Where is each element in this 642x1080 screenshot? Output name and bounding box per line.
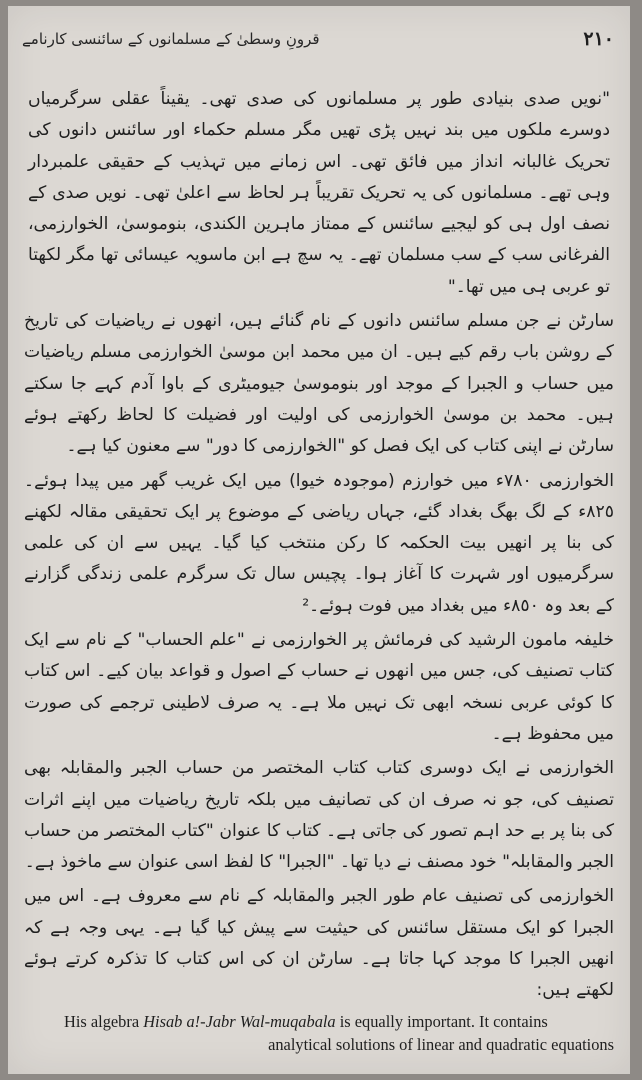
page-header <box>22 28 614 62</box>
running-title: قرونِ وسطیٰ کے مسلمانوں کے سائنسی کارنامے <box>22 30 320 48</box>
english-quote <box>24 1010 614 1056</box>
page-number: ٢١٠ <box>583 28 614 50</box>
english-quote-book-title: Hisab a!-Jabr Wal-muqabala <box>143 1011 336 1031</box>
sarton-quote-paragraph: "نویں صدی بنیادی طور پر مسلمانوں کی صدی تھی۔ یقیناً عقلی سرگرمیاں دوسرے ملکوں میں بند نہیں پڑی تھیں مگر مسلم حکماء اور سائنس دانوں کی تحریک غالبانہ انداز میں فائق تھی۔ اس زمانے میں تہذیب کے حقیقی علمبردار وہی تھے۔ مسلمانوں کی یہ تحریک تقریباً ہر لحاظ سے اعلیٰ تھی۔ نویں صدی کے نصف اول ہی کو لیجیے سائنس کے ممتاز ماہرین الکندی، بنوموسیٰ، الخوارزمی، الفرغانی سب کے سب مسلمان تھے۔ یہ سچ ہے ابن ماسویہ عیسائی تھا مگر لکھتا تو عربی ہی میں تھا۔" <box>28 89 610 297</box>
book-page <box>8 6 630 1074</box>
english-quote-part1: His algebra <box>64 1011 144 1031</box>
page-body <box>24 84 615 1054</box>
paragraph-ilm-al-hisab: خلیفہ مامون الرشید کی فرمائش پر الخوارزمی نے "علم الحساب" کے نام سے ایک کتاب تصنیف کی، جس میں انھوں نے حساب کے اصول و قواعد بیان کیے۔ اس کتاب کا کوئی عربی نسخہ ابھی تک نہیں ملا ہے۔ یہ صرف لاطینی ترجمے کی صورت میں محفوظ ہے۔ <box>24 630 614 744</box>
paragraph-sarton-names: سارٹن نے جن مسلم سائنس دانوں کے نام گنائے ہیں، انھوں نے ریاضیات کی تاریخ کے روشن باب رقم کیے ہیں۔ ان میں محمد ابن موسیٰ الخوارزمی مسلم ریاضیات میں حساب و الجبرا کے موجد اور بنوموسیٰ جیومیٹری کے باوا آدم کہے جا سکتے ہیں۔ محمد بن موسیٰ الخوارزمی کی اولیت اور فضیلت کا لحاظ رکھتے ہوئے سارٹن نے اپنی کتاب کی ایک فصل کو "الخوارزمی کا دور" سے معنون کیا ہے۔ <box>24 311 614 457</box>
paragraph-al-jabr-book: الخوارزمی نے ایک دوسری کتاب کتاب المختصر من حساب الجبر والمقابلہ بھی تصنیف کی، جو نہ صرف ان کی تصانیف میں بلکہ تاریخ ریاضیات میں اپنے اثرات کی بنا پر بے حد اہم تصور کی جاتی ہے۔ کتاب کا عنوان "کتاب المختصر من حساب الجبر والمقابلہ" خود مصنف نے دیا تھا۔ "الجبرا" کا لفظ اسی عنوان سے ماخوذ ہے۔ <box>24 758 614 873</box>
paragraph-khwarizmi-bio: الخوارزمی ٧٨٠ء میں خوارزم (موجودہ خیوا) میں ایک غریب گھر میں پیدا ہوئے۔ ٨٢٥ء کے لگ بھگ بغداد گئے، جہاں ریاضی کے موضوع پر ایک تحقیقی مقالہ لکھنے کی بنا پر انھیں بیت الحکمہ کا رکن منتخب کیا گیا۔ یہیں سے ان کی علمی سرگرمیوں اور شہرت کا آغاز ہوا۔ پچیس سال تک سرگرم علمی زندگی گزارنے کے بعد وہ ٨٥٠ء میں بغداد میں فوت ہوئے۔² <box>24 470 615 616</box>
english-quote-part2: is equally important. It contains analytical solutions of linear and quadratic equations <box>268 1011 614 1054</box>
paragraph-algebra-inventor: الخوارزمی کی تصنیف عام طور الجبر والمقابلہ کے نام سے معروف ہے۔ اس میں الجبرا کو ایک مستقل سائنس کی حیثیت سے پیش کیا گیا ہے۔ یہی وجہ ہے کہ انھیں الجبرا کا موجد کہا جاتا ہے۔ سارٹن ان کی اس کتاب کا تذکرہ کرتے ہوئے لکھتے ہیں: <box>24 886 614 1001</box>
